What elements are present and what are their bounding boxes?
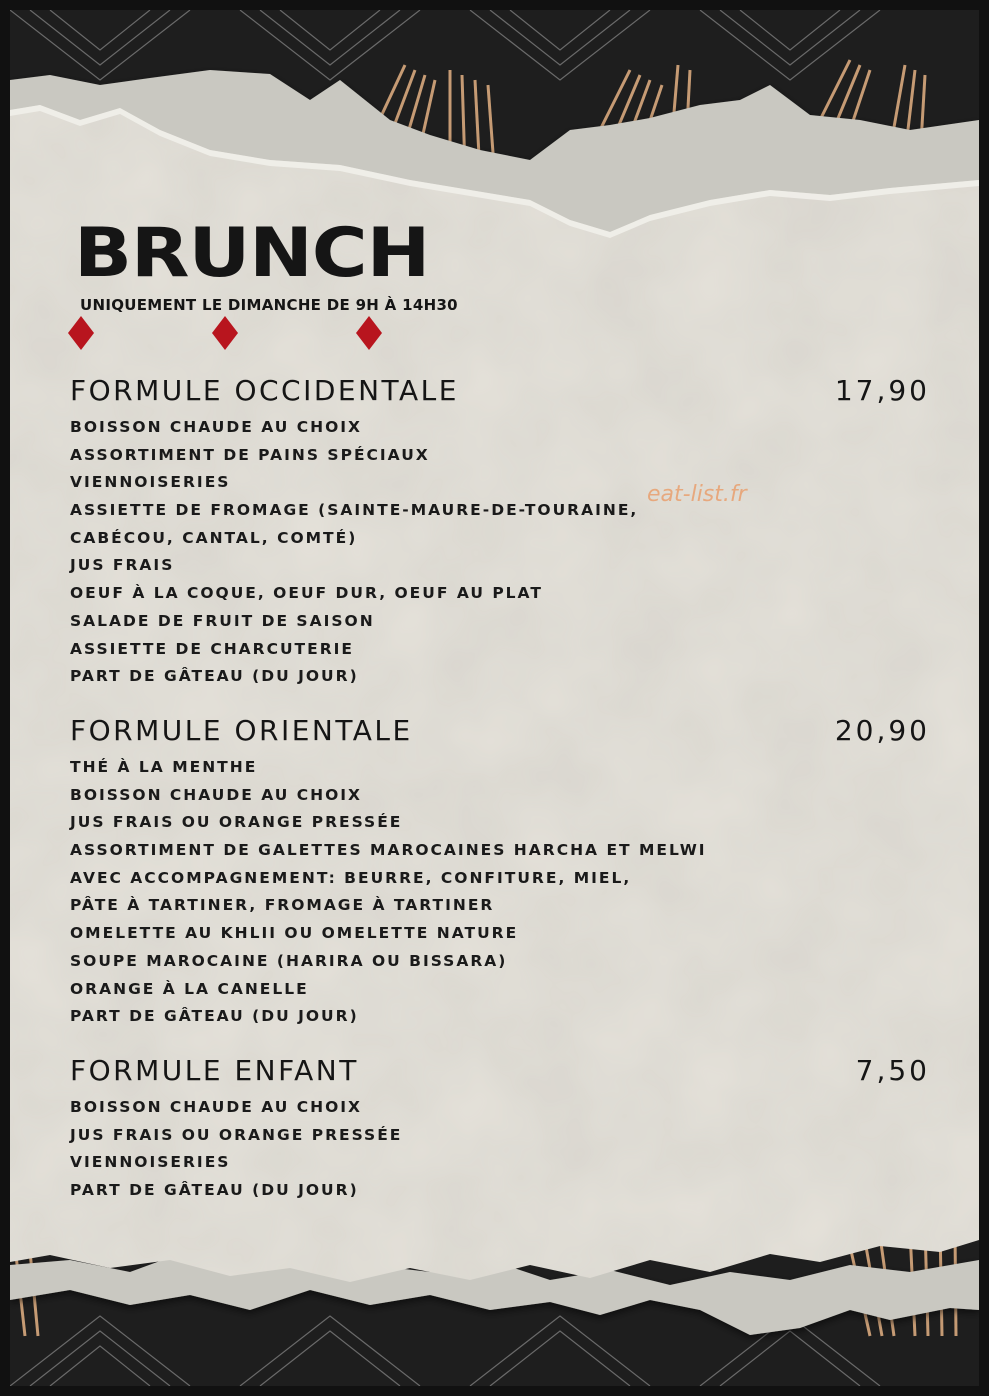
list-item: ASSIETTE DE FROMAGE (SAINTE-MAURE-DE-TOURAINE, xyxy=(70,501,639,520)
menu-title: BRUNCH xyxy=(74,214,430,293)
list-item: VIENNOISERIES xyxy=(70,1153,231,1172)
list-item: PART DE GÂTEAU (DU JOUR) xyxy=(70,1181,359,1200)
section-formule-orientale xyxy=(70,714,930,1031)
list-item: ORANGE À LA CANELLE xyxy=(70,979,309,998)
list-item: JUS FRAIS OU ORANGE PRESSÉE xyxy=(70,1125,403,1144)
list-item: OMELETTE AU KHLII OU OMELETTE NATURE xyxy=(70,924,519,943)
section-header xyxy=(70,374,930,414)
section-title: FORMULE ORIENTALE xyxy=(70,714,413,747)
red-diamond-icon xyxy=(356,316,382,350)
list-item: BOISSON CHAUDE AU CHOIX xyxy=(70,418,362,436)
section-formule-occidentale xyxy=(70,374,930,691)
section-header xyxy=(70,714,930,754)
menu-page xyxy=(10,10,979,1386)
list-item: ASSORTIMENT DE GALETTES MAROCAINES HARCHA ET MELWI xyxy=(70,841,707,860)
list-item: JUS FRAIS xyxy=(70,556,175,575)
list-item: OEUF À LA COQUE, OEUF DUR, OEUF AU PLAT xyxy=(70,584,543,603)
list-item: SALADE DE FRUIT DE SAISON xyxy=(70,611,375,630)
list-item: BOISSON CHAUDE AU CHOIX xyxy=(70,785,362,804)
list-item: ASSORTIMENT DE PAINS SPÉCIAUX xyxy=(70,445,430,464)
list-item: CABÉCOU, CANTAL, COMTÉ) xyxy=(70,528,358,547)
section-title: FORMULE OCCIDENTALE xyxy=(70,374,459,407)
section-price: 17,90 xyxy=(834,374,930,407)
list-item: THÉ À LA MENTHE xyxy=(70,758,258,776)
menu-header xyxy=(74,214,458,314)
red-diamond-icon xyxy=(68,316,94,350)
item-list xyxy=(70,414,930,691)
red-diamond-icon xyxy=(212,316,238,350)
list-item: PART DE GÂTEAU (DU JOUR) xyxy=(70,667,359,686)
list-item: ASSIETTE DE CHARCUTERIE xyxy=(70,639,355,658)
list-item: BOISSON CHAUDE AU CHOIX xyxy=(70,1098,362,1116)
diamond-ornaments xyxy=(68,316,398,356)
section-price: 20,90 xyxy=(834,714,930,747)
list-item: JUS FRAIS OU ORANGE PRESSÉE xyxy=(70,813,403,832)
menu-subtitle: UNIQUEMENT LE DIMANCHE DE 9H À 14H30 xyxy=(80,296,458,314)
item-list xyxy=(70,1094,930,1205)
list-item: PART DE GÂTEAU (DU JOUR) xyxy=(70,1007,359,1026)
list-item: PÂTE À TARTINER, FROMAGE À TARTINER xyxy=(70,896,495,915)
watermark: eat-list.fr xyxy=(647,482,747,507)
section-price: 7,50 xyxy=(855,1054,930,1087)
section-header xyxy=(70,1054,930,1094)
list-item: VIENNOISERIES xyxy=(70,473,231,492)
list-item: AVEC ACCOMPAGNEMENT: BEURRE, CONFITURE, MIEL, xyxy=(70,868,632,887)
list-item: SOUPE MAROCAINE (HARIRA OU BISSARA) xyxy=(70,951,508,970)
item-list xyxy=(70,754,930,1031)
section-title: FORMULE ENFANT xyxy=(70,1054,359,1087)
section-formule-enfant xyxy=(70,1054,930,1205)
